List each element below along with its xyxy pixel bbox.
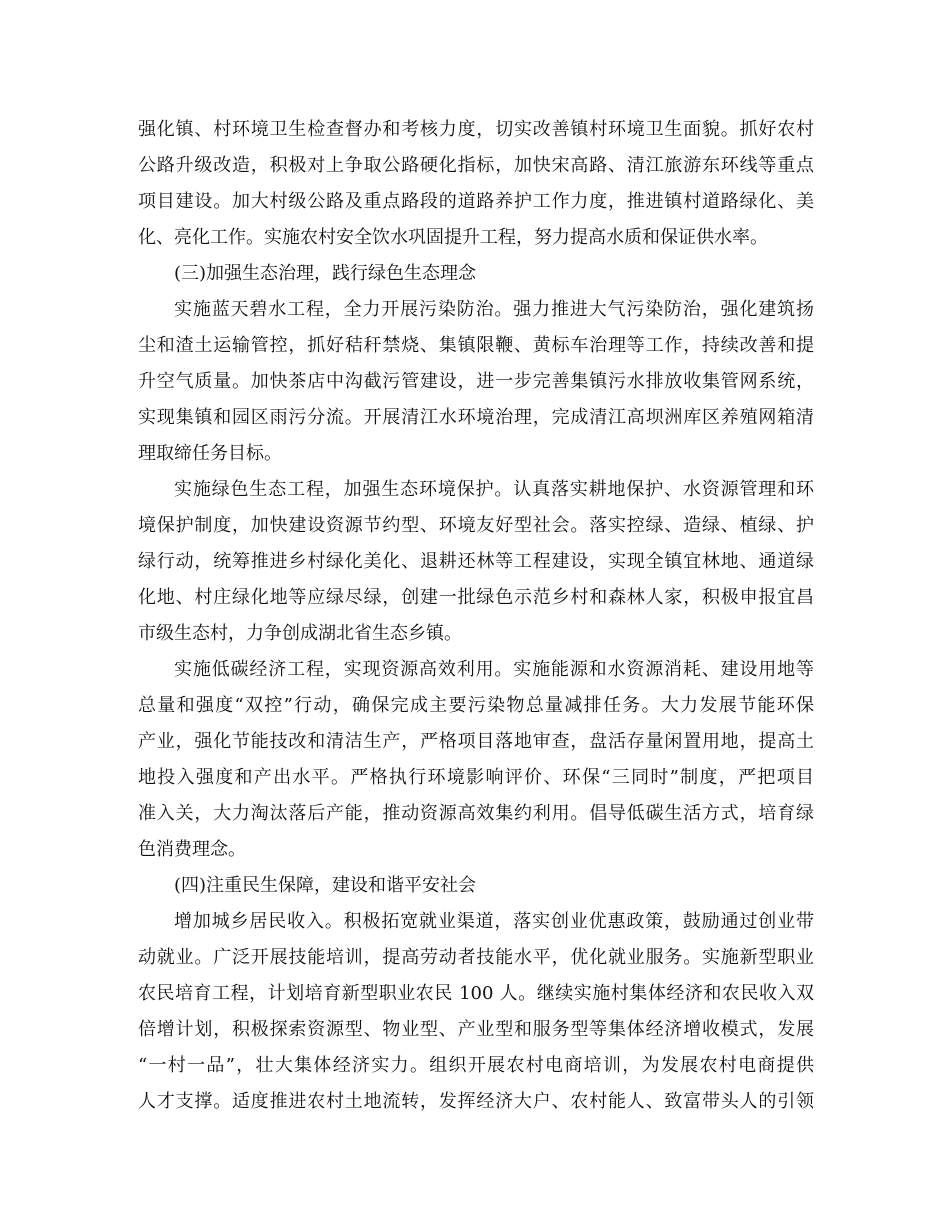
- text-line: 境保护制度，加快建设资源节约型、环境友好型社会。落实控绿、造绿、植绿、护: [138, 515, 814, 536]
- text-line: 升空气质量。加快茶店中沟截污管建设，进一步完善集镇污水排放收集管网系统，: [138, 371, 814, 392]
- text-line: 实施蓝天碧水工程，全力开展污染防治。强力推进大气污染防治，强化建筑扬: [174, 299, 814, 320]
- text-line: 准入关，大力淘汰落后产能，推动资源高效集约利用。倡导低碳生活方式，培育绿: [138, 803, 814, 824]
- text-line: 实现集镇和园区雨污分流。开展清江水环境治理，完成清江高坝洲库区养殖网箱清: [138, 407, 814, 428]
- text-line: 农民培育工程，计划培育新型职业农民 100 人。继续实施村集体经济和农民收入双: [138, 983, 814, 1004]
- text-line: 化、亮化工作。实施农村安全饮水巩固提升工程，努力提高水质和保证供水率。: [138, 227, 768, 248]
- text-line: 人才支撑。适度推进农村土地流转，发挥经济大户、农村能人、致富带头人的引领: [138, 1091, 814, 1112]
- section-heading: [138, 256, 814, 292]
- text-line: 理取缔任务目标。: [138, 443, 282, 464]
- text-line: 倍增计划，积极探索资源型、物业型、产业型和服务型等集体经济增收模式，发展: [138, 1019, 814, 1040]
- text-line: 项目建设。加大村级公路及重点路段的道路养护工作力度，推进镇村道路绿化、美: [138, 191, 814, 212]
- text-line: 市级生态村，力争创成湖北省生态乡镇。: [138, 623, 462, 644]
- text-line: 色消费理念。: [138, 839, 246, 860]
- paragraph: [138, 904, 814, 1120]
- paragraph: [138, 472, 814, 652]
- section-heading-text: (四)注重民生保障，建设和谐平安社会: [174, 875, 477, 896]
- text-line: 公路升级改造，积极对上争取公路硬化指标，加快宋高路、清江旅游东环线等重点: [138, 155, 814, 176]
- document-body: [138, 112, 814, 1120]
- text-line: 尘和渣土运输管控，抓好秸秆禁烧、集镇限鞭、黄标车治理等工作，持续改善和提: [138, 335, 814, 356]
- text-line: 产业，强化节能技改和清洁生产，严格项目落地审查，盘活存量闲置用地，提高土: [138, 731, 814, 752]
- text-line: “一村一品”，壮大集体经济实力。组织开展农村电商培训，为发展农村电商提供: [138, 1055, 814, 1076]
- paragraph: [138, 112, 814, 256]
- paragraph: [138, 652, 814, 868]
- section-heading: [138, 868, 814, 904]
- text-line: 地投入强度和产出水平。严格执行环境影响评价、环保“三同时”制度，严把项目: [138, 767, 814, 788]
- text-line: 绿行动，统筹推进乡村绿化美化、退耕还林等工程建设，实现全镇宜林地、通道绿: [138, 551, 814, 572]
- section-heading-text: (三)加强生态治理，践行绿色生态理念: [174, 263, 477, 284]
- text-line: 总量和强度“双控”行动，确保完成主要污染物总量减排任务。大力发展节能环保: [138, 695, 814, 716]
- text-line: 实施绿色生态工程，加强生态环境保护。认真落实耕地保护、水资源管理和环: [174, 479, 814, 500]
- text-line: 强化镇、村环境卫生检查督办和考核力度，切实改善镇村环境卫生面貌。抓好农村: [138, 119, 814, 140]
- paragraph: [138, 292, 814, 472]
- text-line: 实施低碳经济工程，实现资源高效利用。实施能源和水资源消耗、建设用地等: [174, 659, 814, 680]
- text-line: 化地、村庄绿化地等应绿尽绿，创建一批绿色示范乡村和森林人家，积极申报宜昌: [138, 587, 814, 608]
- text-line: 增加城乡居民收入。积极拓宽就业渠道，落实创业优惠政策，鼓励通过创业带: [174, 911, 814, 932]
- text-line: 动就业。广泛开展技能培训，提高劳动者技能水平，优化就业服务。实施新型职业: [138, 947, 814, 968]
